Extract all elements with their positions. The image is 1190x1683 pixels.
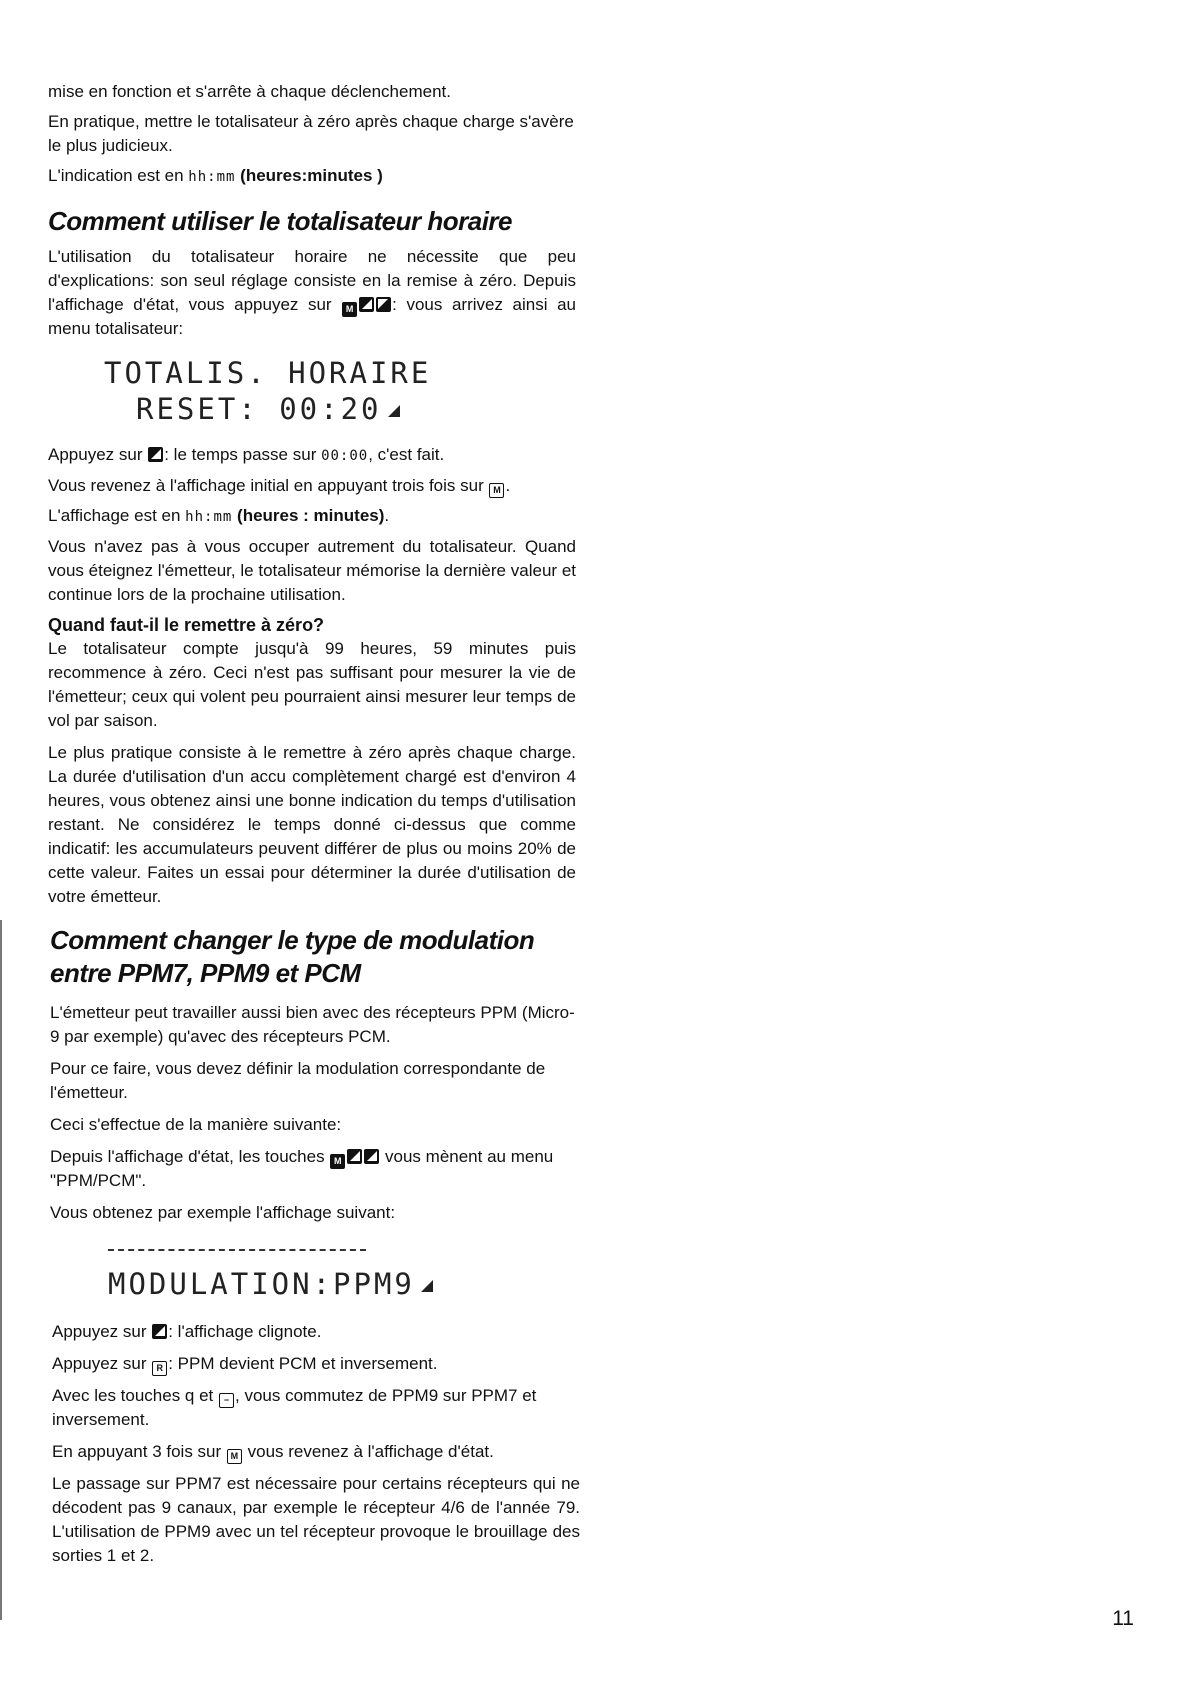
intro-line-3: L'indication est en hh:mm (heures:minutes ) bbox=[48, 166, 383, 185]
intro-line-2: En pratique, mettre le totalisateur à zéro après chaque charge s'avère le plus judicieux. bbox=[48, 112, 574, 155]
enter-key-icon bbox=[148, 447, 163, 462]
down-key-icon bbox=[376, 297, 391, 312]
reset-time-code: 00:00 bbox=[321, 448, 369, 464]
enter-key-icon bbox=[152, 1324, 167, 1339]
enter-key-icon bbox=[364, 1149, 379, 1164]
lcd-cursor-icon bbox=[388, 405, 400, 417]
enter-key-icon bbox=[347, 1149, 362, 1164]
section2-para-5: Vous obtenez par exemple l'affichage suivant: bbox=[50, 1203, 396, 1222]
section2-para-7: Appuyez sur R : PPM devient PCM et inversement. bbox=[52, 1352, 580, 1376]
section1-para-2: Appuyez sur : le temps passe sur 00:00, c'est fait. bbox=[48, 445, 445, 464]
section1-body-a bbox=[48, 245, 576, 341]
section2-para-9: En appuyant 3 fois sur M vous revenez à l'affichage d'état. bbox=[52, 1440, 580, 1464]
lcd-line-2: RESET: 00:20 bbox=[136, 392, 400, 426]
section1-body-b bbox=[48, 443, 576, 607]
section-title-modulation: Comment changer le type de modulation entre PPM7, PPM9 et PCM bbox=[50, 925, 535, 988]
time-format-code: hh:mm bbox=[188, 169, 236, 185]
m-key-icon: M bbox=[489, 483, 504, 498]
lcd-divider bbox=[108, 1249, 366, 1251]
intro-block bbox=[48, 80, 576, 189]
m-key-icon: M bbox=[342, 302, 357, 317]
section1-para-7: Le plus pratique consiste à le remettre à zéro après chaque charge. La durée d'utilisation d'un accu complètement chargé est d'environ 4 heures, vous obtenez ainsi une bonne indication du temps d'utilisation restant. Ne considérez le temps donné ci-dessus que comme indicatif: les accumulateurs peuvent différer de plus ou moins 20% de cette valeur. Faites un essai pour déterminer la durée d'utilisation de votre émetteur. bbox=[48, 743, 576, 906]
section1-para-1: L'utilisation du totalisateur horaire ne nécessite que peu d'explications: son seul réglage consiste en la remise à zéro. Depuis l'affichage d'état, vous appuyez sur M : vous arrivez ainsi au menu totalisateur: bbox=[48, 247, 576, 338]
section2-body-a bbox=[50, 1001, 578, 1225]
section2-para-1: L'émetteur peut travailler aussi bien avec des récepteurs PPM (Micro-9 par exemple) qu'avec des récepteurs PCM. bbox=[50, 1003, 575, 1046]
m-key-icon: M bbox=[330, 1154, 345, 1169]
section2-para-2: Pour ce faire, vous devez définir la modulation correspondante de l'émetteur. bbox=[50, 1059, 546, 1102]
section1-para-6: Le totalisateur compte jusqu'à 99 heures, 59 minutes puis recommence à zéro. Ceci n'est pas suffisant pour mesurer la vie de l'émetteur; ceux qui volent peu pourraient ainsi mesurer leur temps de vol par saison. bbox=[48, 639, 576, 730]
intro-line-1: mise en fonction et s'arrête à chaque déclenchement. bbox=[48, 82, 451, 101]
section-title-hour-counter: Comment utiliser le totalisateur horaire bbox=[48, 206, 513, 236]
m-key-icon: M bbox=[227, 1449, 242, 1464]
lcd-cursor-icon bbox=[421, 1280, 433, 1292]
section2-para-6: Appuyez sur : l'affichage clignote. bbox=[52, 1322, 322, 1341]
page-number: 11 bbox=[1112, 1607, 1134, 1630]
section1-body-c bbox=[48, 637, 576, 909]
time-format-code: hh:mm bbox=[185, 509, 233, 525]
subheading-reset-when: Quand faut-il le remettre à zéro? bbox=[48, 615, 325, 635]
section1-para-5: Vous n'avez pas à vous occuper autrement du totalisateur. Quand vous éteignez l'émetteur, le totalisateur mémorise la dernière valeur et continue lors de la prochaine utilisation. bbox=[48, 537, 576, 604]
section1-para-4: L'affichage est en hh:mm (heures : minutes). bbox=[48, 506, 390, 525]
lcd-modulation: MODULATION:PPM9 bbox=[108, 1267, 433, 1301]
enter-key-icon bbox=[359, 297, 374, 312]
section2-para-4: Depuis l'affichage d'état, les touches M vous mènent au menu "PPM/PCM". bbox=[50, 1147, 554, 1190]
section2-para-10: Le passage sur PPM7 est nécessaire pour certains récepteurs qui ne décodent pas 9 canaux, par exemple le récepteur 4/6 de l'année 79. L'utilisation de PPM9 avec un tel récepteur provoque le brouillage des sorties 1 et 2. bbox=[52, 1474, 580, 1565]
section1-para-3: Vous revenez à l'affichage initial en appuyant trois fois sur M . bbox=[48, 474, 576, 498]
r-key-icon: R bbox=[152, 1361, 167, 1376]
section2-body-b bbox=[52, 1320, 580, 1568]
minus-key-icon: − bbox=[219, 1393, 234, 1408]
section2-para-8: Avec les touches q et − , vous commutez de PPM9 sur PPM7 et inversement. bbox=[52, 1386, 537, 1429]
scan-edge-line bbox=[0, 920, 2, 1620]
lcd-line-1: TOTALIS. HORAIRE bbox=[104, 356, 432, 390]
section2-para-3: Ceci s'effectue de la manière suivante: bbox=[50, 1115, 342, 1134]
